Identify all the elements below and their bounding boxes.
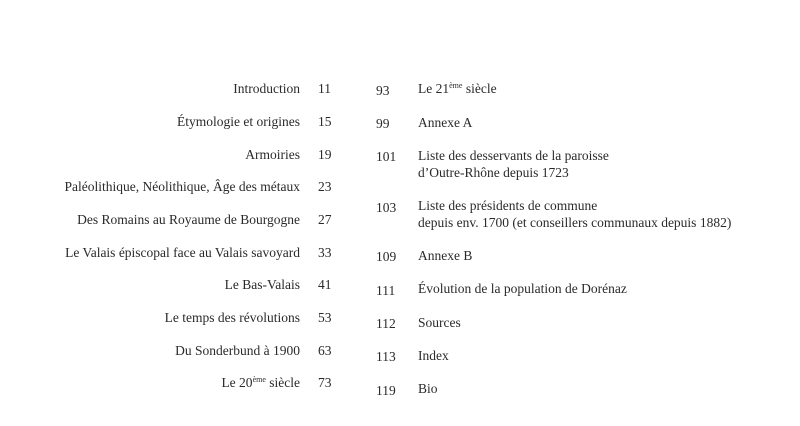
toc-title-21e-pre: Le 21: [418, 81, 450, 96]
toc-title-sources: Sources: [418, 315, 461, 330]
toc-page-introduction: 11: [318, 81, 331, 96]
toc-title-romains: Des Romains au Royaume de Bourgogne: [77, 212, 300, 227]
toc-page-sources: 112: [376, 316, 396, 331]
toc-page-21e-siecle: 93: [376, 83, 390, 98]
toc-page-revolutions: 53: [318, 310, 332, 325]
toc-title-21e-post: siècle: [462, 81, 497, 96]
toc-title-20e-siecle: [221, 375, 300, 391]
toc-page-annexe-a: 99: [376, 116, 390, 131]
toc-page-sonderbund: 63: [318, 343, 332, 358]
toc-page-romains: 27: [318, 212, 332, 227]
toc-title-revolutions: Le temps des révolutions: [164, 310, 300, 325]
toc-title-20e-pre: Le 20: [221, 375, 253, 390]
toc-title-presidents-line2: depuis env. 1700 (et conseillers communaux depuis 1882): [418, 215, 732, 230]
toc-title-20e-post: siècle: [265, 375, 300, 390]
toc-page-population: 111: [376, 283, 396, 298]
toc-title-annexe-b: Annexe B: [418, 248, 473, 263]
toc-title-paleolithique: Paléolithique, Néolithique, Âge des métaux: [64, 179, 300, 194]
toc-title-bio: Bio: [418, 381, 438, 396]
toc-page-desservants: 101: [376, 149, 397, 164]
toc-title-desservants-line2: d’Outre-Rhône depuis 1723: [418, 165, 569, 180]
toc-page-presidents: 103: [376, 200, 397, 215]
toc-page-paleolithique: 23: [318, 179, 332, 194]
toc-title-bas-valais: Le Bas-Valais: [224, 277, 300, 292]
toc-title-annexe-a: Annexe A: [418, 115, 473, 130]
toc-title-introduction: Introduction: [233, 81, 300, 96]
toc-page-20e-siecle: 73: [318, 375, 332, 390]
toc-title-valais-episcopal: Le Valais épiscopal face au Valais savoyard: [65, 245, 300, 260]
toc-title-population: Évolution de la population de Dorénaz: [418, 281, 627, 296]
toc-title-index: Index: [418, 348, 449, 363]
toc-page-armoiries: 19: [318, 147, 332, 162]
toc-page-etymologie: 15: [318, 114, 332, 129]
toc-page-bas-valais: 41: [318, 277, 332, 292]
toc-title-21e-siecle: [418, 81, 497, 97]
toc-title-20e-sup: ème: [252, 375, 266, 384]
toc-page-index: 113: [376, 349, 396, 364]
toc-page-annexe-b: 109: [376, 249, 397, 264]
toc-title-sonderbund: Du Sonderbund à 1900: [175, 343, 300, 358]
toc-page-bio: 119: [376, 383, 396, 398]
toc-page-valais-episcopal: 33: [318, 245, 332, 260]
toc-title-presidents-line1: Liste des présidents de commune: [418, 198, 598, 213]
toc-title-armoiries: Armoiries: [245, 147, 300, 162]
toc-title-etymologie: Étymologie et origines: [177, 114, 300, 129]
toc-title-desservants-line1: Liste des desservants de la paroisse: [418, 148, 609, 163]
toc-title-21e-sup: ème: [449, 81, 463, 90]
